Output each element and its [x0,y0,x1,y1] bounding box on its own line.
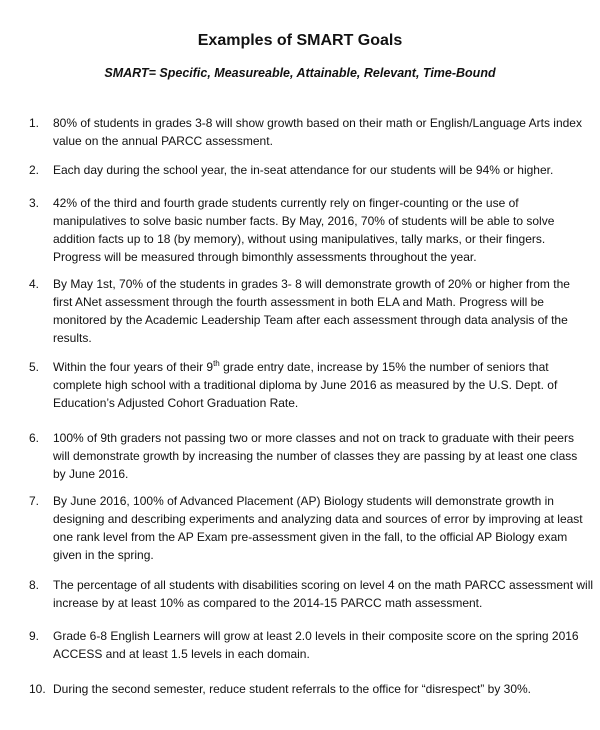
goal-text-line: will demonstrate growth by increasing the number of classes they are passing by at least one class [53,449,578,463]
goal-text-line: by June 2016. [53,467,129,481]
goal-text-line: first ANet assessment through the fourth assessment in both ELA and Math. Progress will be [53,295,544,309]
goal-number: 1. [29,116,40,130]
goal-text [53,275,569,347]
goal-text [53,358,569,412]
goal-text [53,161,569,179]
goal-item-10 [29,680,569,698]
goal-text-line: complete high school with a traditional diploma by June 2016 as measured by the U.S. Dept. of [53,378,558,392]
goal-item-2 [29,161,569,179]
goal-text-line: monitored by the Academic Leadership Team after each assessment through data analysis of the [53,313,568,327]
goal-text-line [53,358,569,376]
goal-number: 4. [29,277,40,291]
goal-text-line: 42% of the third and fourth grade students currently rely on finger-counting or the use of [53,196,519,210]
goal-item-3 [29,194,569,266]
goal-text-line: manipulatives to solve basic number facts. By May, 2016, 70% of students will be able to solve [53,214,555,228]
goal-text-segment: grade entry date, increase by 15% the number of seniors that [219,360,549,374]
goal-item-1 [29,114,582,150]
goal-text-line: By June 2016, 100% of Advanced Placement (AP) Biology students will demonstrate growth in [53,494,554,508]
goal-text [53,114,582,150]
goal-text-segment: Within the four years of their 9 [53,360,214,374]
goal-text [53,576,594,612]
goal-text [53,680,569,698]
goal-number: 5. [29,360,40,374]
goal-item-6 [29,429,578,483]
goal-text-line: 100% of 9th graders not passing two or more classes and not on track to graduate with their peers [53,431,574,445]
goal-text [53,429,578,483]
goal-text-line: one rank level from the AP Exam pre-assessment given in the fall, to the official AP Biology exam [53,530,568,544]
goal-item-5 [29,358,569,412]
goal-text-line: value on the annual PARCC assessment. [53,134,273,148]
goal-text-line: designing and describing experiments and analyzing data and sources of error by improving at least [53,512,583,526]
page-subtitle: SMART= Specific, Measureable, Attainable, Relevant, Time-Bound [104,66,496,80]
goal-item-4 [29,275,569,347]
goal-text-line: Progress will be measured through bimonthly assessments throughout the year. [53,250,477,264]
goal-text [53,492,583,564]
goal-item-8 [29,576,594,612]
goal-text-line: During the second semester, reduce student referrals to the office for “disrespect” by 30%. [53,682,532,696]
goal-number: 9. [29,629,40,643]
page-title: Examples of SMART Goals [197,32,403,49]
goal-text-line: addition facts up to 18 (by memory), without using manipulatives, tally marks, or their fingers. [53,232,546,246]
goal-text-line: given in the spring. [53,548,154,562]
ordinal-superscript: th [213,359,220,368]
goal-text-line: ACCESS and at least 1.5 levels in each domain. [53,647,310,661]
goal-number: 6. [29,431,40,445]
goal-text-line: 80% of students in grades 3-8 will show growth based on their math or English/Language Arts index [53,116,582,130]
goal-text-line: Education’s Adjusted Cohort Graduation Rate. [53,396,299,410]
goal-text-line: Each day during the school year, the in-seat attendance for our students will be 94% or higher. [53,163,554,177]
goal-text-line: results. [53,331,92,345]
goal-number: 10. [29,682,46,696]
goal-text [53,194,569,266]
goal-text-line: The percentage of all students with disabilities scoring on level 4 on the math PARCC assessment will [53,578,594,592]
goal-number: 3. [29,196,40,210]
goal-number: 2. [29,163,40,177]
goal-text-line: Grade 6-8 English Learners will grow at least 2.0 levels in their composite score on the spring 2016 [53,629,579,643]
goal-number: 8. [29,578,40,592]
goal-text-line: By May 1st, 70% of the students in grades 3- 8 will demonstrate growth of 20% or higher from the [53,277,570,291]
goal-text-line: increase by at least 10% as compared to the 2014-15 PARCC math assessment. [53,596,483,610]
goal-item-9 [29,627,579,663]
goal-text [53,627,579,663]
goal-item-7 [29,492,583,564]
goal-number: 7. [29,494,40,508]
